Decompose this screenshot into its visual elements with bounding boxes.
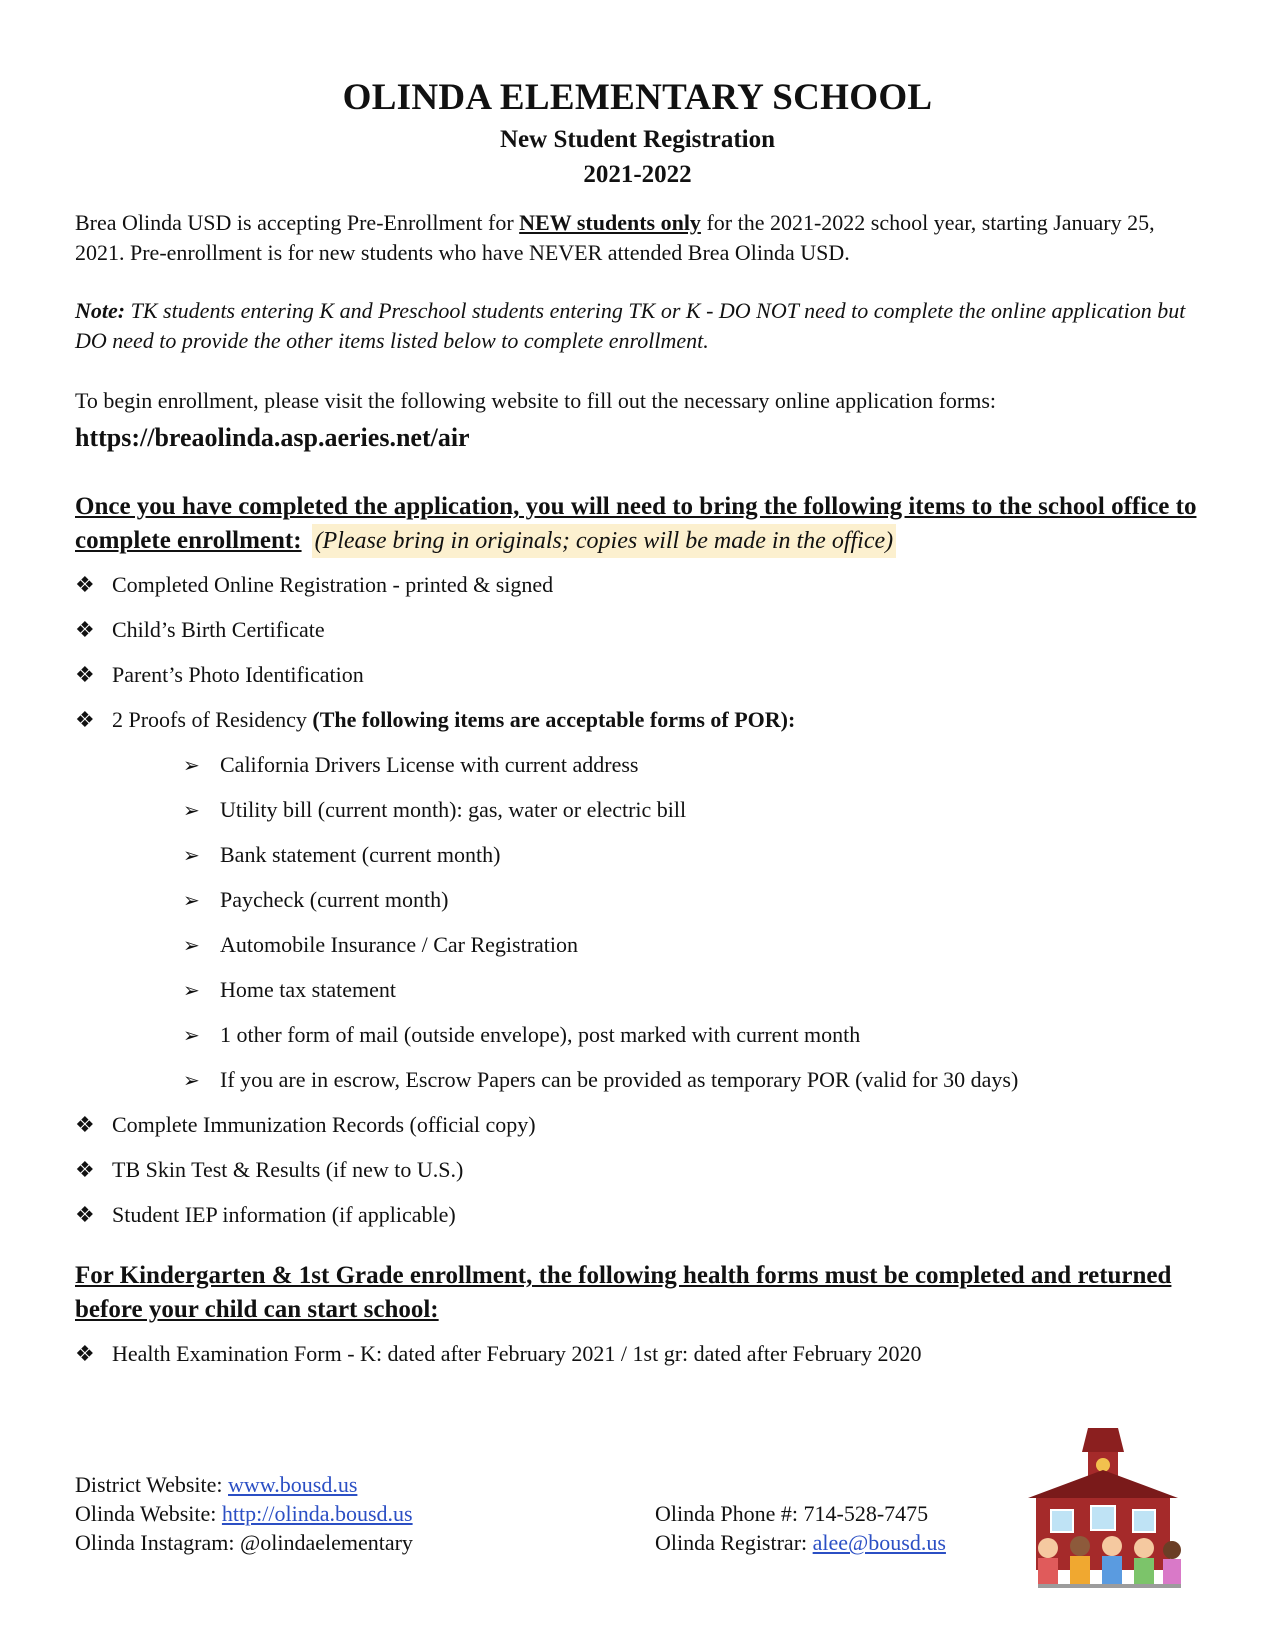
arrow-icon: ➢ [183, 978, 200, 1002]
bullet-icon: ❖ [75, 1112, 95, 1137]
health-forms-heading: For Kindergarten & 1st Grade enrollment, the following health forms must be completed and returned before your child can start school: [75, 1262, 1172, 1323]
sub-list-item: ➢ Bank statement (current month) [75, 840, 1200, 885]
olinda-website-link[interactable]: http://olinda.bousd.us [221, 1501, 413, 1526]
bullet-icon: ❖ [75, 1157, 95, 1182]
list-item: ❖ Health Examination Form - K: dated after February 2021 / 1st gr: dated after February 2020 [75, 1339, 1200, 1384]
sub-list-item: ➢ 1 other form of mail (outside envelope), post marked with current month [75, 1020, 1200, 1065]
bullet-icon: ❖ [75, 662, 95, 687]
list-item: ❖ Child’s Birth Certificate [75, 615, 1200, 660]
registrar-email-link[interactable]: alee@bousd.us [812, 1530, 946, 1555]
olinda-website: Olinda Website: http://olinda.bousd.us [75, 1501, 413, 1526]
olinda-instagram: Olinda Instagram: @olindaelementary [75, 1530, 413, 1555]
note-paragraph [75, 296, 1200, 356]
footer-right [655, 1499, 946, 1557]
school-year: 2021-2022 [583, 161, 692, 188]
document-subtitle: New Student Registration [500, 126, 775, 153]
arrow-icon: ➢ [183, 1068, 200, 1092]
district-website-link[interactable]: www.bousd.us [228, 1472, 358, 1497]
items-heading-text: Once you have completed the application, you will need to bring the following items to the school office to complete enrollment: [75, 493, 1197, 554]
sub-list-item: ➢ Utility bill (current month): gas, water or electric bill [75, 795, 1200, 840]
footer-left [75, 1470, 413, 1557]
list-item: ❖ Student IEP information (if applicable) [75, 1200, 1200, 1245]
more-items-list [75, 1110, 1200, 1245]
schoolhouse-illustration [1008, 1420, 1198, 1592]
bullet-icon: ❖ [75, 617, 95, 642]
sub-list-item: ➢ California Drivers License with current address [75, 750, 1200, 795]
sub-list-item: ➢ Automobile Insurance / Car Registration [75, 930, 1200, 975]
olinda-registrar: Olinda Registrar: alee@bousd.us [655, 1530, 946, 1555]
bullet-icon: ❖ [75, 1341, 95, 1366]
residency-options-list [75, 750, 1200, 1110]
list-item: ❖ Complete Immunization Records (official copy) [75, 1110, 1200, 1155]
intro-text-start: Brea Olinda USD is accepting Pre-Enrollment for [75, 210, 520, 235]
health-forms-list [75, 1339, 1200, 1384]
intro-paragraph [75, 208, 1200, 268]
bullet-icon: ❖ [75, 1202, 95, 1227]
sub-list-item: ➢ If you are in escrow, Escrow Papers can be provided as temporary POR (valid for 30 days) [75, 1065, 1200, 1110]
begin-instructions: To begin enrollment, please visit the following website to fill out the necessary online application forms: [75, 388, 997, 413]
arrow-icon: ➢ [183, 843, 200, 867]
list-item: ❖ TB Skin Test & Results (if new to U.S.) [75, 1155, 1200, 1200]
new-students-emphasis: NEW students only [519, 210, 701, 235]
arrow-icon: ➢ [183, 1023, 200, 1047]
sub-list-item: ➢ Home tax statement [75, 975, 1200, 1020]
note-text: TK students entering K and Preschool students entering TK or K - DO NOT need to complete the online application but DO need to provide the other items listed below to complete enrollment. [75, 298, 1186, 353]
intro-text-end: for the 2021-2022 school year, starting January 25, 2021. Pre-enrollment is for new students who have NEVER attended Brea Olinda USD. [75, 210, 1155, 265]
bullet-icon: ❖ [75, 572, 95, 597]
application-url[interactable]: https://breaolinda.asp.aeries.net/air [75, 423, 470, 452]
arrow-icon: ➢ [183, 933, 200, 957]
arrow-icon: ➢ [183, 888, 200, 912]
required-items-list [75, 570, 1200, 750]
district-website: District Website: www.bousd.us [75, 1472, 358, 1497]
note-label: Note: [75, 298, 126, 323]
school-title: OLINDA ELEMENTARY SCHOOL [342, 77, 933, 118]
sub-list-item: ➢ Paycheck (current month) [75, 885, 1200, 930]
list-item: ❖ Parent’s Photo Identification [75, 660, 1200, 705]
list-item-residency: ❖ 2 Proofs of Residency (The following items are acceptable forms of POR): [75, 705, 1200, 750]
list-item: ❖ Completed Online Registration - printed & signed [75, 570, 1200, 615]
arrow-icon: ➢ [183, 753, 200, 777]
originals-note: (Please bring in originals; copies will be made in the office) [312, 524, 897, 558]
items-heading [75, 490, 1200, 558]
olinda-phone: Olinda Phone #: 714-528-7475 [655, 1501, 929, 1526]
arrow-icon: ➢ [183, 798, 200, 822]
bullet-icon: ❖ [75, 707, 95, 732]
